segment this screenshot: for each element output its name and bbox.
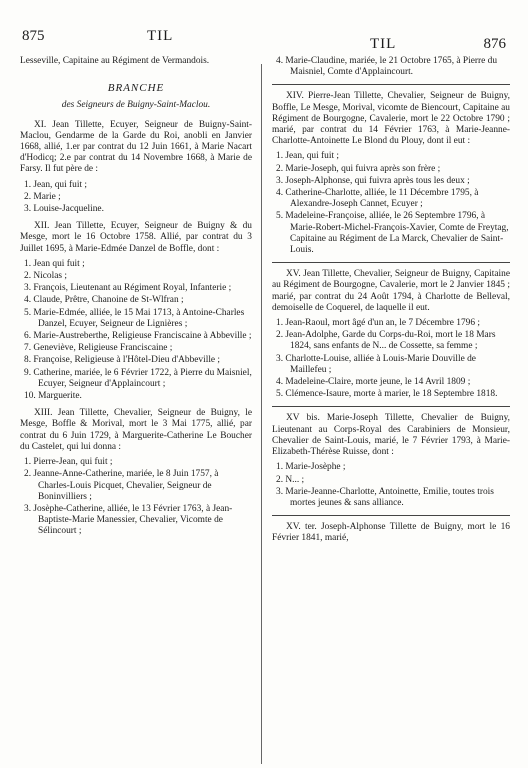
entry-xiv: XIV. Pierre-Jean Tillette, Chevalier, Seigneur de Buigny, Boffle, Le Mesge, Morival, vicomte de Biencourt, Capitaine au Régiment de Bourgogne, Cavalerie, mort le 22 Octobre 1790 ; marié, par contrat du 14 Février 1763, à Marie-Jeanne-Charlotte-Antoinette Le Blond du Plouy, dont il eut :: [272, 91, 510, 147]
right-column: [272, 56, 510, 548]
entry-xiii: XIII. Jean Tillette, Chevalier, Seigneur de Buigny, le Mesge, Boffle & Morival, mort le 3 Mai 1775, allié, par contrat du 6 Juin 1729, à Marguerite-Catherine Le Boucher du Castelet, qui lui donna :: [20, 408, 252, 452]
list-item: 6. Marie-Austreberthe, Religieuse Franciscaine à Abbeville ;: [24, 331, 252, 342]
list-item: 3. Joseph-Alphonse, qui fuivra après tous les deux ;: [276, 175, 470, 186]
left-running-title: TIL: [147, 28, 174, 44]
list-item: 4. Madeleine-Claire, morte jeune, le 14 Avril 1809 ;: [276, 377, 471, 388]
list-item: 2. N... ;: [276, 474, 305, 485]
list-item: 4. Marie-Claudine, mariée, le 21 Octobre 1765, à Pierre du Maisniel, Comte d'Applaincourt.: [276, 56, 498, 78]
list-item: 9. Catherine, mariée, le 6 Février 1722, à Pierre du Maisniel, Ecuyer, Seigneur d'Applaincourt ;: [24, 367, 252, 389]
branch-title: BRANCHE: [107, 82, 165, 95]
list-item: 1. Marie-Josèphe ;: [276, 462, 346, 473]
list-item: 1. Jean-Raoul, mort âgé d'un an, le 7 Décembre 1796 ;: [276, 318, 480, 329]
continuation-text: Lesseville, Capitaine au Régiment de Vermandois.: [20, 56, 210, 66]
left-page-number: 875: [22, 28, 45, 44]
list-item: 1. Jean qui fuit ;: [24, 258, 85, 269]
list-item: 5. Marie-Edmée, alliée, le 15 Mai 1713, à Antoine-Charles Danzel, Ecuyer, Seigneur de Lignières ;: [24, 307, 245, 329]
children-list-xiii: [20, 457, 252, 537]
list-item: 2. Nicolas ;: [24, 271, 67, 282]
entry-xv-bis: XV bis. Marie-Joseph Tillette, Chevalier de Buigny, Lieutenant au Corps-Royal des Carabiniers de Monsieur, Chevalier de Saint-Louis, marié, le 7 Février 1793, à Marie-Elizabeth-Thérèse Ruisse, dont :: [272, 413, 510, 458]
section-rule: [272, 515, 510, 516]
list-item: 1. Jean, qui fuit ;: [24, 179, 88, 190]
entry-xii: XII. Jean Tillette, Ecuyer, Seigneur de Buigny & du Mesge, mort le 16 Octobre 1758. Allié, par contrat du 3 Juillet 1695, à Marie-Edmée Danzel de Boffle, dont :: [20, 221, 252, 254]
list-item: 3. François, Lieutenant au Régiment Royal, Infanterie ;: [24, 283, 232, 294]
children-list-xiv: [272, 151, 510, 256]
column-divider: [261, 64, 262, 764]
list-item: 7. Geneviève, Religieuse Franciscaine ;: [24, 343, 173, 354]
list-item: 2. Jeanne-Anne-Catherine, mariée, le 8 Juin 1757, à Charles-Louis Picquet, Chevalier, Seigneur de Boninvilliers ;: [24, 469, 219, 502]
entry-xv-ter: XV. ter. Joseph-Alphonse Tillette de Buigny, mort le 16 Février 1841, marié,: [272, 522, 510, 544]
entry-xv: XV. Jean Tillette, Chevalier, Seigneur de Buigny, Capitaine au Régiment de Bourgogne, Cavalerie, mort le 2 Janvier 1845 ; marié, par contrat du 24 Août 1794, à Charlotte de Belleval, demoiselle de Coquerel, de laquelle il eut.: [272, 269, 510, 313]
list-item: 8. Françoise, Religieuse à l'Hôtel-Dieu d'Abbeville ;: [24, 355, 221, 366]
right-running-title: TIL: [370, 36, 397, 52]
section-rule: [272, 406, 510, 407]
section-rule: [272, 262, 510, 263]
right-page-number: 876: [483, 36, 506, 52]
branch-subtitle: des Seigneurs de Buigny-Saint-Maclou.: [61, 100, 211, 111]
list-item: 3. Louise-Jacqueline.: [24, 204, 104, 215]
list-item: 1. Jean, qui fuit ;: [276, 151, 340, 162]
list-item: 10. Marguerite.: [24, 391, 82, 402]
children-list-xii: [20, 259, 252, 402]
list-item: 3. Josèphe-Catherine, alliée, le 13 Février 1763, à Jean-Baptiste-Marie Manessier, Chevalier, Vicomte de Sélincourt ;: [24, 503, 233, 537]
list-item: 5. Clémence-Isaure, morte à marier, le 18 Septembre 1818.: [276, 389, 498, 400]
list-item: 2. Marie-Joseph, qui fuivra après son frère ;: [276, 163, 441, 174]
list-item: 4. Claude, Prêtre, Chanoine de St-Wlfran ;: [24, 295, 184, 306]
list-item: 4. Catherine-Charlotte, alliée, le 11 Décembre 1795, à Alexandre-Joseph Cannet, Ecuyer ;: [276, 188, 479, 210]
list-item: 3. Charlotte-Louise, alliée à Louis-Marie Douville de Maillefeu ;: [276, 353, 476, 375]
list-item: 2. Marie ;: [24, 191, 61, 202]
list-item: 1. Pierre-Jean, qui fuit ;: [24, 457, 113, 468]
continuation-list: [272, 56, 510, 78]
page-header: [22, 28, 506, 52]
list-item: 3. Marie-Jeanne-Charlotte, Antoinette, Emilie, toutes trois mortes jeunes & sans alliance.: [276, 486, 494, 508]
left-column: [20, 56, 252, 544]
children-list-xv: [272, 318, 510, 400]
entry-xi: XI. Jean Tillette, Ecuyer, Seigneur de Buigny-Saint-Maclou, Gendarme de la Garde du Roi, anobli en Janvier 1668, allié, 1.er par contrat du 12 Juin 1661, à Marie Nacart d'Hodicq; 2.e par contrat du 14 Novembre 1668, à Marie de Farsy. Il fut père de :: [20, 119, 252, 175]
list-item: 2. Jean-Adolphe, Garde du Corps-du-Roi, mort le 18 Mars 1824, sans enfants de N... de Cossette, sa femme ;: [276, 330, 496, 352]
children-list-xi: [20, 180, 252, 216]
children-list-xv-bis: [272, 462, 510, 509]
section-rule: [272, 84, 510, 85]
list-item: 5. Madeleine-Françoise, alliée, le 26 Septembre 1796, à Marie-Robert-Michel-François-Xavier, Comte de Freytag, Capitaine au Régiment de La Marck, Chevalier de Saint-Louis.: [276, 211, 509, 256]
